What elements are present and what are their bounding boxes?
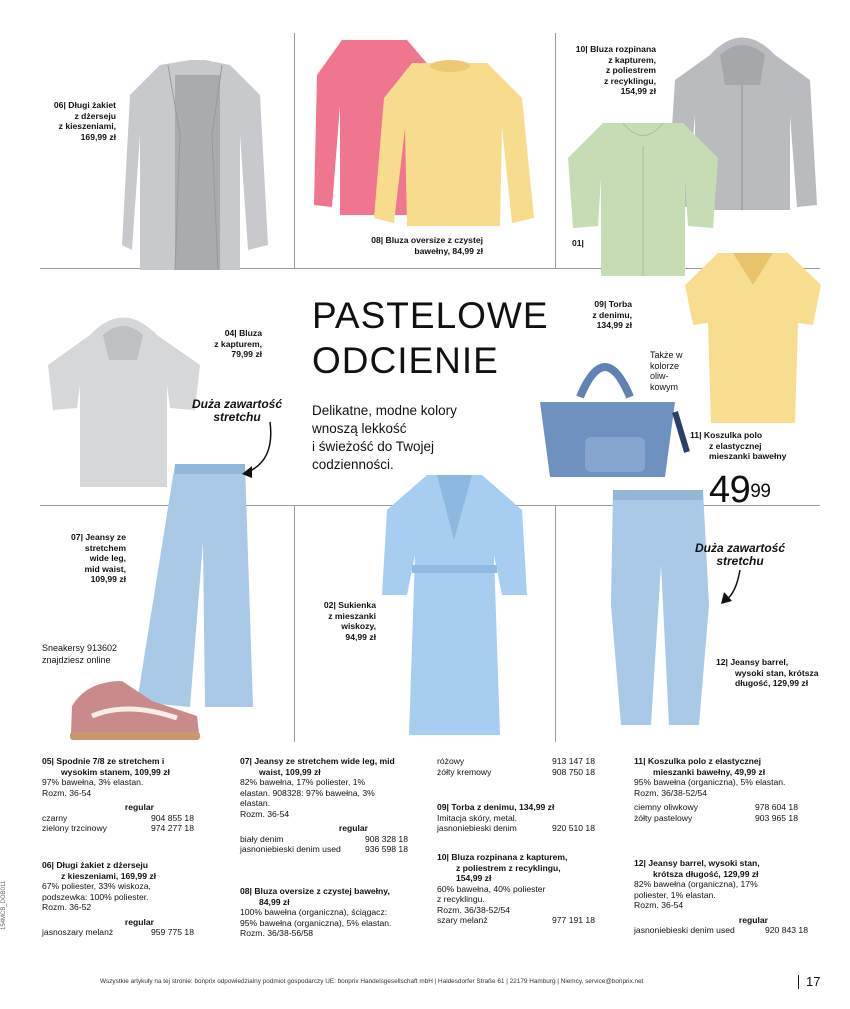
label-line: 134,99 zł <box>596 320 632 330</box>
label-06-blazer <box>44 100 116 142</box>
spec-line: Rozm. 36/38-52/54 <box>437 904 511 915</box>
label-07-jeans <box>50 532 126 585</box>
spec-line: z recyklingu. <box>437 894 485 904</box>
stretch-note-line: stretchu <box>716 554 764 568</box>
spec-08 <box>240 886 420 939</box>
big-price-main: 49 <box>709 469 751 511</box>
side-code: 154MCB_DOB011 <box>1 880 7 930</box>
label-01-top <box>572 238 584 249</box>
spec-color: żółty pastelowy <box>634 812 693 823</box>
spec-code: 908 328 18 <box>364 833 408 844</box>
label-12-barrel-jeans <box>716 657 819 689</box>
spec-code: 974 277 18 <box>150 823 194 833</box>
also-line: Także w <box>650 350 683 360</box>
page-headline <box>312 293 549 383</box>
grey-blazer-image <box>120 55 270 275</box>
headline-line-1: PASTELOWE <box>312 295 549 336</box>
spec-line: 82% bawełna (organiczna), 17% <box>634 879 758 889</box>
sneakers-line: znajdziesz online <box>42 655 111 665</box>
yellow-sweater-image <box>372 58 537 230</box>
spec-row <box>437 767 595 778</box>
label-line: 109,99 zł <box>90 574 126 584</box>
spec-regular: regular <box>124 916 154 927</box>
label-line: 169,99 zł <box>80 131 116 142</box>
intro-line: codzienności. <box>312 457 394 472</box>
spec-row <box>437 915 595 926</box>
label-line: 04| Bluza <box>224 328 262 338</box>
also-line: kowym <box>650 381 679 392</box>
spec-title: waist, 109,99 zł <box>259 766 321 777</box>
spec-line: 82% bawełna, 17% poliester, 1% <box>240 777 366 787</box>
spec-regular: regular <box>338 823 368 833</box>
spec-row <box>42 927 194 938</box>
spec-line: 60% bawełna, 40% poliester <box>437 883 546 894</box>
label-line: z kapturem, <box>608 54 656 65</box>
sneakers-line: Sneakersy 913602 <box>42 643 118 653</box>
spec-color: zielony trzcinowy <box>42 823 107 833</box>
spec-line: 95% bawełna (organiczna), 5% elastan. <box>634 777 786 787</box>
label-line: 02| Sukienka <box>323 600 376 610</box>
label-02-dress <box>310 600 376 642</box>
spec-code: 977 191 18 <box>551 915 595 925</box>
spec-07 <box>240 756 408 855</box>
spec-08-colors <box>437 756 595 777</box>
spec-code: 904 855 18 <box>150 812 194 823</box>
spec-row <box>42 813 194 824</box>
spec-line: Rozm. 36/38-52/54 <box>634 787 708 798</box>
label-line: z elastycznej <box>709 440 762 451</box>
spec-title: mieszanki bawełny, 49,99 zł <box>653 766 766 777</box>
spec-color: szary melanż <box>437 915 488 925</box>
intro-line: i świeżość do Twojej <box>312 439 435 454</box>
spec-color: jasnoniebieski denim used <box>634 925 735 935</box>
label-line: 09| Torba <box>594 299 632 309</box>
spec-color: różowy <box>437 756 465 766</box>
spec-code: 959 775 18 <box>150 927 194 937</box>
spec-regular: regular <box>738 914 768 925</box>
spec-title: 08| Bluza oversize z czystej bawełny, <box>240 886 390 896</box>
label-08-sweater <box>340 235 483 256</box>
sneaker-image <box>67 676 202 742</box>
spec-title: 10| Bluza rozpinana z kapturem, <box>437 852 568 862</box>
spec-code: 913 147 18 <box>551 756 595 766</box>
label-line: wide leg, <box>89 553 126 563</box>
also-line: kolorze <box>650 360 680 371</box>
spec-line: Rozm. 36/38-56/58 <box>240 928 314 938</box>
spec-color: czarny <box>42 812 68 823</box>
label-line: bawełny, 84,99 zł <box>414 245 483 256</box>
also-line: oliw- <box>650 371 669 381</box>
stretch-arrow-right <box>718 568 758 608</box>
spec-row <box>42 823 194 834</box>
headline-line-2: ODCIENIE <box>312 340 499 381</box>
label-10-hoodie <box>568 44 656 97</box>
spec-title: 12| Jeansy barrel, wysoki stan, <box>634 858 760 868</box>
label-line: 94,99 zł <box>345 631 376 642</box>
spec-title: 11| Koszulka polo z elastycznej <box>634 756 762 766</box>
spec-row <box>437 823 595 834</box>
spec-line: elastan. <box>240 798 271 808</box>
spec-11 <box>634 756 798 823</box>
spec-title: 05| Spodnie 7/8 ze stretchem i <box>42 756 165 766</box>
spec-line: 100% bawełna (organiczna), ściągacz: <box>240 907 388 917</box>
spec-title: 84,99 zł <box>259 896 290 907</box>
intro-line: Delikatne, modne kolory <box>312 403 457 418</box>
label-line: 12| Jeansy barrel, <box>716 657 789 667</box>
barrel-jeans-image <box>605 485 715 730</box>
stretch-note-left <box>192 398 282 424</box>
intro-line: wnoszą lekkość <box>312 421 407 436</box>
spec-line: Rozm. 36-52 <box>42 902 92 912</box>
intro-text <box>312 402 457 474</box>
footer-legal: Wszystkie artykuły na tej stronie: bonprix odpowiedzialny podmiot gospodarczy UE: bonprix Handelsgesellschaft mbH | Haldesdorfer Straße 61 | 22179 Hamburg | Niemcy, service@bonprix.net <box>100 978 644 985</box>
spec-line: Imitacja skóry, metal. <box>437 812 518 823</box>
label-line: 154,99 zł <box>620 86 656 96</box>
label-09-bag <box>560 299 632 331</box>
label-04-hoodie <box>176 328 262 360</box>
big-price-cents: 99 <box>750 481 771 502</box>
sneakers-note <box>42 642 117 666</box>
spec-regular: regular <box>124 802 154 812</box>
blue-dress-image <box>382 470 527 740</box>
label-line: wiskozy, <box>341 621 376 631</box>
spec-title: 154,99 zł <box>456 873 492 883</box>
spec-title: 07| Jeansy ze stretchem wide leg, mid <box>240 756 395 766</box>
spec-color: jasnoniebieski denim used <box>240 844 341 854</box>
spec-line: Rozm. 36-54 <box>634 900 684 910</box>
spec-05 <box>42 756 194 834</box>
label-line: 06| Długi żakiet <box>53 100 116 110</box>
grid-line-v2 <box>555 33 556 268</box>
label-line: mieszanki bawełny <box>709 451 787 461</box>
spec-line: 97% bawełna, 3% elastan. <box>42 777 144 787</box>
spec-line: Rozm. 36-54 <box>42 787 92 798</box>
spec-row <box>437 756 595 767</box>
spec-color: jasnoniebieski denim <box>437 823 517 833</box>
grid-line-v1 <box>294 33 295 268</box>
label-line: z mieszanki <box>328 610 376 621</box>
spec-row <box>240 844 408 855</box>
spec-color: żółty kremowy <box>437 766 492 777</box>
label-line: 01| <box>572 238 584 248</box>
spec-line: podszewka: 100% poliester. <box>42 891 149 902</box>
spec-row <box>634 925 808 936</box>
label-line: 08| Bluza oversize z czystej <box>371 235 483 245</box>
page-number: 17 <box>806 974 821 989</box>
stretch-note-right <box>695 542 785 568</box>
label-line: z poliestrem <box>605 65 656 75</box>
label-line: z denimu, <box>592 309 632 320</box>
big-price <box>709 470 770 510</box>
spec-code: 936 598 18 <box>364 844 408 854</box>
grid-line-v4 <box>555 505 556 742</box>
spec-line: elastan. 908328: 97% bawełna, 3% <box>240 787 375 798</box>
spec-code: 903 965 18 <box>754 812 798 823</box>
spec-color: ciemny oliwkowy <box>634 802 698 812</box>
spec-code: 978 604 18 <box>754 802 798 812</box>
stretch-note-line: stretchu <box>213 410 261 424</box>
spec-09 <box>437 802 595 834</box>
wide-leg-jeans-image <box>135 462 255 712</box>
yellow-polo-image <box>683 245 823 425</box>
spec-title: z poliestrem z recyklingu, <box>456 862 561 873</box>
spec-row <box>634 802 798 813</box>
spec-row <box>240 834 408 845</box>
label-line: 07| Jeansy ze <box>71 532 126 542</box>
spec-12 <box>634 858 808 936</box>
spec-code: 908 750 18 <box>551 766 595 777</box>
spec-line: 67% poliester, 33% wiskoza, <box>42 881 151 891</box>
label-line: 10| Bluza rozpinana <box>575 44 656 54</box>
grid-line-v3 <box>294 505 295 742</box>
spec-10 <box>437 852 595 926</box>
label-line: z kapturem, <box>214 338 262 349</box>
stretch-note-line: Duża zawartość <box>695 541 786 555</box>
label-line: mid waist, <box>84 563 126 574</box>
spec-title: krótsza długość, 129,99 zł <box>653 868 759 879</box>
spec-title: 06| Długi żakiet z dżerseju <box>42 860 149 870</box>
spec-line: poliester, 1% elastan. <box>634 889 716 900</box>
spec-06 <box>42 860 194 938</box>
spec-line: Rozm. 36-54 <box>240 808 290 819</box>
label-line: z kieszeniami, <box>58 121 116 131</box>
label-line: wysoki stan, krótsza <box>735 667 819 678</box>
stretch-arrow-left <box>240 420 280 480</box>
label-line: z dżerseju <box>74 110 116 121</box>
spec-code: 920 843 18 <box>764 925 808 935</box>
label-line: 79,99 zł <box>231 349 262 359</box>
label-line: z recyklingu, <box>603 75 656 86</box>
spec-code: 920 510 18 <box>551 823 595 833</box>
spec-color: biały denim <box>240 833 284 844</box>
spec-color: jasnoszary melanż <box>42 927 114 937</box>
spec-title: z kieszeniami, 169,99 zł <box>61 870 157 881</box>
page-number-bar <box>798 975 799 989</box>
spec-title: 09| Torba z denimu, 134,99 zł <box>437 802 555 812</box>
spec-title: wysokim stanem, 109,99 zł <box>61 766 170 777</box>
label-line: długość, 129,99 zł <box>735 678 809 688</box>
spec-row <box>634 813 798 824</box>
spec-line: 95% bawełna (organiczna), 5% elastan. <box>240 917 392 928</box>
also-available-note <box>650 350 683 392</box>
label-11-polo <box>690 430 786 462</box>
label-line: stretchem <box>84 542 126 553</box>
stretch-note-line: Duża zawartość <box>192 397 283 411</box>
label-line: 11| Koszulka polo <box>690 430 763 440</box>
